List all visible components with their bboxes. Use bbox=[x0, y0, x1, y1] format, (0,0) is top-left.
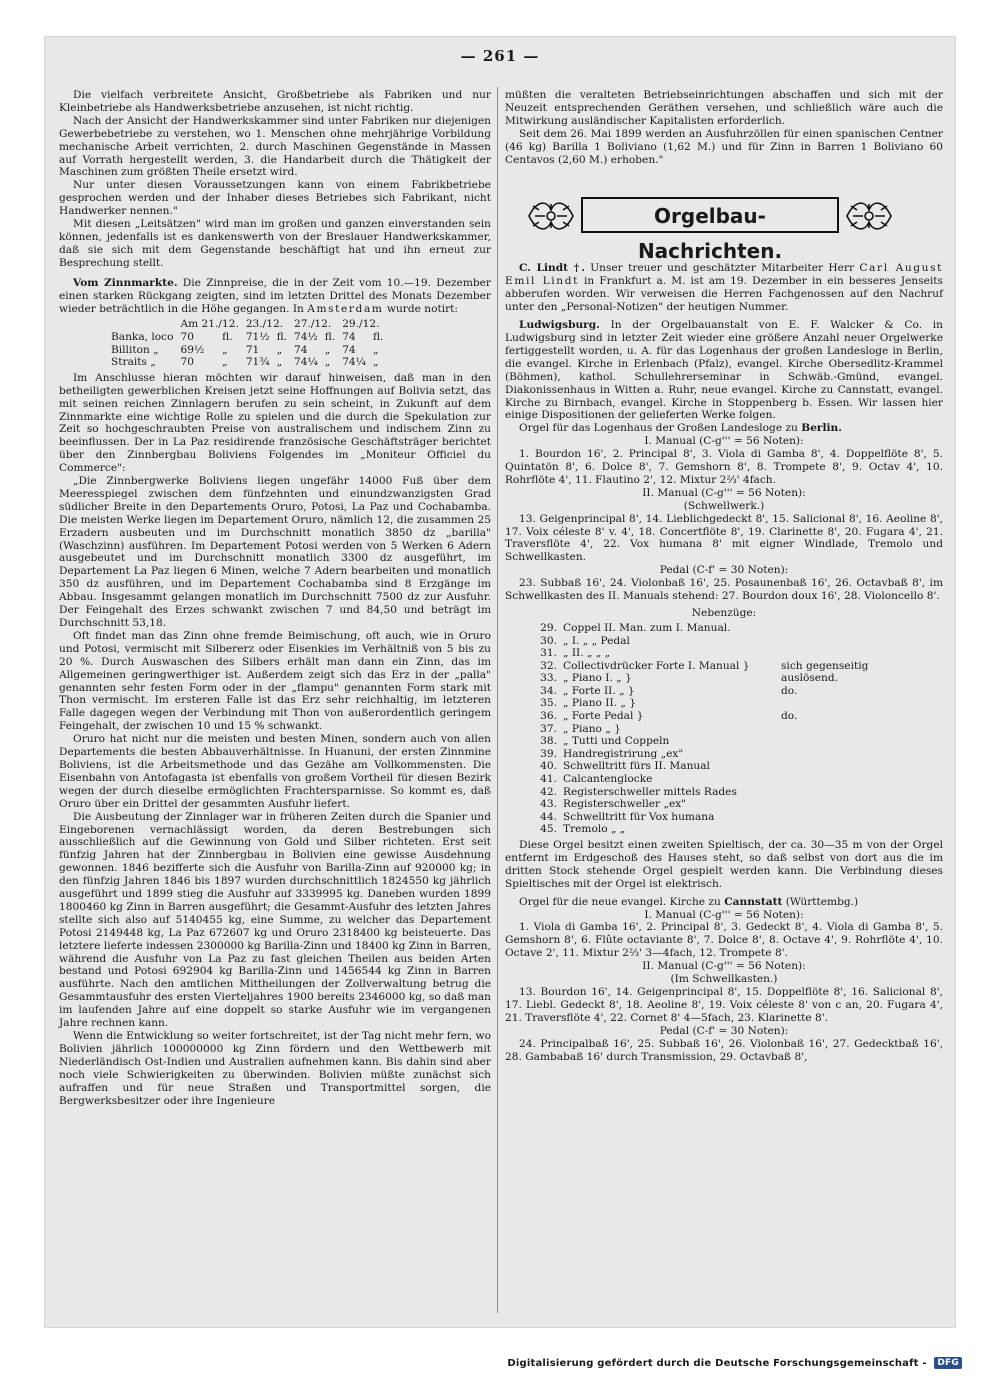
nebenzuege-list bbox=[535, 622, 943, 836]
paragraph: Im Anschlusse hieran möchten wir darauf hinweisen, daß man in den betheiligten gewerblichen Kreisen jetzt seine Hoffnungen auf Bolivia setzt, das mit seinen reichen Zinnlagern berufen zu sein scheint, in Zukunft auf dem Zinnmarkte eine wichtige Rolle zu spielen und die durch die Spekulation zur Zeit so hochgeschraubten Preise von australischem und indischem Zinn zu beeinflussen. Der in La Paz residirende französische Geschäftsträger berichtet über den Zinnbergbau Boliviens Folgendes im „Moniteur Officiel du Commerce": bbox=[59, 371, 491, 475]
scanned-page bbox=[44, 36, 956, 1328]
stop-list: 24. Principalbaß 16', 25. Subbaß 16', 26. Violonbaß 16', 27. Gedecktbaß 16', 28. Gambabaß 16' durch Transmission, 29. Octavbaß 8', bbox=[505, 1037, 943, 1063]
left-column bbox=[59, 89, 491, 1107]
item-number: 35. bbox=[540, 697, 557, 710]
item-number: 31. bbox=[540, 647, 557, 660]
manual-heading: I. Manual (C-g''' = 56 Noten): bbox=[644, 908, 804, 921]
item-number: 45. bbox=[540, 823, 557, 836]
column-divider bbox=[497, 87, 498, 1313]
zinn-section-intro bbox=[59, 277, 491, 316]
item-text: „ Tutti und Coppeln bbox=[563, 735, 670, 748]
cell: 74 bbox=[342, 331, 356, 343]
section-heading: Vom Zinnmarkte. bbox=[73, 276, 178, 289]
ornament-left-icon bbox=[525, 196, 577, 236]
item-number: 42. bbox=[540, 785, 557, 798]
item-number: 33. bbox=[540, 672, 557, 685]
unit: „ bbox=[324, 343, 331, 356]
paragraph: Seit dem 26. Mai 1899 werden an Ausfuhrzöllen für einen spanischen Centner (46 kg) Barilla 1 Boliviano (1,62 M.) und für Zinn in Barren 1 Boliviano 60 Centavos (2,60 M.) erhoben." bbox=[505, 127, 943, 166]
cell: 74¼ bbox=[294, 356, 318, 369]
list-item bbox=[535, 697, 943, 710]
paragraph: Die Ausbeutung der Zinnlager war in früheren Zeiten durch die Spanier und Eingeborenen vernachlässigt worden, da deren Bestrebungen sich ausschließlich auf die Gewinnung von Gold und Silber richteten. Erst seit fünfzig Jahren hat der Zinnbergbau in Bolivien eine gewisse Ausdehnung gewonnen. 1846 bezifferte sich die Ausfuhr von Barilla-Zinn auf 920000 kg; in den fünfzig Jahren 1846 bis 1897 wurden durchschnittlich 1824550 kg jährlich ausgeführt und 1899 stieg die Ausfuhr auf 3339995 kg. Daneben wurden 1899 1800460 kg Zinn in Barren ausgeführt; die Gesammt-Ausfuhr des letzten Jahres stellte sich also auf 5140455 kg, eine Summe, zu welcher das Departement Potosi 2149448 kg, La Paz 672607 kg und Oruro 2318400 kg beisteuerte. Das letztere lieferte indessen 2300000 kg Barilla-Zinn und 18400 kg Zinn in Barren, während die Ausfuhr von La Paz zu fast gleichen Theilen aus beiden Arten bestand und Potosi 692904 kg Barilla-Zinn und 1456544 kg Zinn in Barren ausführte. Nach den amtlichen Mittheilungen der Zollverwaltung betrug die Gesammtausfuhr des ersten Vierteljahres 1900 bereits 2346000 kg, so daß man im laufenden Jahre auf eine doppelt so starke Ausfuhr wie im vergangenen Jahre rechnen kann. bbox=[59, 810, 491, 1030]
organ-cannstatt-intro bbox=[505, 896, 943, 909]
stop-list: 23. Subbaß 16', 24. Violonbaß 16', 25. Posaunenbaß 16', 26. Octavbaß 8', im Schwellkasten des II. Manuals stehend: 27. Bourdon doux 16', 28. Violoncello 8'. bbox=[505, 577, 943, 603]
item-text: Registerschweller „ex" bbox=[563, 798, 687, 811]
nebenzuege-heading: Nebenzüge: bbox=[691, 607, 757, 619]
city: Berlin. bbox=[801, 422, 842, 435]
unit: „ bbox=[372, 343, 379, 356]
list-item bbox=[535, 773, 943, 786]
unit: „ bbox=[324, 356, 331, 369]
credit-text: Digitalisierung gefördert durch die Deutsche Forschungsgemeinschaft - bbox=[507, 1358, 927, 1369]
section-title: Orgelbau-Nachrichten. bbox=[581, 197, 839, 233]
text: (Württembg.) bbox=[785, 895, 859, 908]
organ-berlin-intro bbox=[505, 422, 943, 435]
item-number: 38. bbox=[540, 735, 557, 748]
list-item bbox=[535, 735, 943, 748]
paragraph: Die vielfach verbreitete Ansicht, Großbetriebe als Fabriken und nur Kleinbetriebe als Handwerksbetriebe anzusehen, ist nicht richtig. bbox=[59, 89, 491, 114]
item-number: 29. bbox=[540, 621, 557, 634]
news-heading: Ludwigsburg. bbox=[519, 319, 600, 332]
manual-heading: II. Manual (C-g''' = 56 Noten): bbox=[642, 960, 806, 973]
dfg-logo: DFG bbox=[934, 1357, 962, 1369]
item-text: Schwelltritt für Vox humana bbox=[563, 810, 715, 823]
text: in Frankfurt a. M. ist am 19. Dezember in ein besseres Jenseits abberufen worden. Wir verweisen die Herren Fachgenossen auf den Nachruf unter den „Personal-Notizen" der heutigen Nummer. bbox=[505, 275, 943, 314]
text: Orgel für die neue evangel. Kirche zu bbox=[519, 895, 721, 908]
unit: fl. bbox=[222, 331, 233, 343]
item-text: „ Piano „ } bbox=[563, 722, 621, 735]
cell: 70 bbox=[180, 331, 194, 343]
pedal-heading: Pedal (C-f' = 30 Noten): bbox=[659, 564, 789, 577]
item-number: 44. bbox=[540, 810, 557, 823]
paragraph: „Die Zinnbergwerke Boliviens liegen ungefähr 14000 Fuß über dem Meeresspiegel zwischen dem fünfzehnten und einundzwanzigsten Grad südlicher Breite in den Departements Oruro, Potosi, La Paz und Cochabamba. Die meisten Werke liegen im Departement Oruro, nämlich 12, die zusammen 25 Erzadern ausbeuten und im Durchschnitt monatlich 3850 dz „barilla" (Waschzinn) ausführen. Im Departement Potosi werden von 5 Werken 6 Adern ausgebeutet und im Durchschnitt monatlich 3300 dz ausgeführt, im Departement La Paz liegen 6 Minen, welche 7 Adern bearbeiten und monatlich 350 dz ausführen, und im Departement Cochabamba sind 8 Erzgänge im Abbau. Insgesammt gelangen monatlich im Durchschnitt 7500 dz zur Ausfuhr. Der Feingehalt des Erzes schwankt zwischen 7 und 84,50 und beträgt im Durchschnitt 53,18. bbox=[59, 475, 491, 629]
item-text: „ Forte II. „ } bbox=[563, 684, 635, 697]
item-number: 40. bbox=[540, 760, 557, 773]
tin-price-table bbox=[111, 318, 390, 368]
item-text: Registerschweller mittels Rades bbox=[563, 785, 737, 798]
item-text: „ Forte Pedal } bbox=[563, 710, 644, 723]
paragraph: Diese Orgel besitzt einen zweiten Spieltisch, der ca. 30—35 m von der Orgel entfernt im Erdgeschoß des Hauses steht, so daß selbst von dort aus die im dritten Stock stehende Orgel gespielt werden kann. Die Verbindung dieses Spieltisches mit der Orgel ist elektrisch. bbox=[505, 839, 943, 890]
table-row bbox=[111, 331, 390, 344]
row-label: Straits „ bbox=[111, 356, 156, 369]
row-label: Banka, loco bbox=[111, 331, 174, 343]
unit: fl. bbox=[276, 331, 287, 343]
item-number: 41. bbox=[540, 773, 557, 786]
news-ludwigsburg bbox=[505, 319, 943, 422]
cell: 71½ bbox=[245, 331, 270, 343]
text: In der Orgelbauanstalt von E. F. Walcker & Co. in Ludwigsburg sind in letzter Zeit wieder eine größere Anzahl neuer Orgelwerke fertiggestellt worden, u. A. für das Logenhaus der großen Landesloge in Berlin, die evangel. Kirche in Erlenbach (Pfalz), evangel. Kirche Obersedlitz-Krammel (Böhmen), kathol. Schullehrerseminar in Schwäb.-Gmünd, evangel. Diakonissenhaus in Witten a. Ruhr, neue evangel. Kirche zu Cannstatt, evangel. Kirche zu Birnbach, evangel. Kirche in Stoppenberg b. Essen. Wir lassen hier einige Dispositionen der gelieferten Werke folgen. bbox=[505, 319, 943, 422]
item-number: 37. bbox=[540, 722, 557, 735]
list-item bbox=[535, 685, 943, 698]
column-header: 27./12. bbox=[294, 318, 332, 331]
unit: „ bbox=[222, 356, 228, 369]
cell: 74¼ bbox=[342, 356, 366, 369]
item-number: 30. bbox=[540, 634, 557, 647]
column-header: Am 21./12. bbox=[180, 318, 239, 331]
item-text: Coppel II. Man. zum I. Manual. bbox=[563, 621, 731, 634]
page-number: — 261 — bbox=[460, 47, 540, 65]
item-text: Schwelltritt fürs II. Manual bbox=[563, 760, 710, 773]
item-text: „ Piano II. „ } bbox=[563, 697, 636, 710]
item-text: Collectivdrücker Forte I. Manual } bbox=[563, 659, 750, 672]
item-number: 36. bbox=[540, 710, 557, 723]
table-header-row bbox=[111, 318, 390, 331]
item-number: 34. bbox=[540, 684, 557, 697]
text: Unser treuer und geschätzter Mitarbeiter Herr bbox=[590, 262, 855, 275]
list-item bbox=[535, 710, 943, 723]
column-header: 29./12. bbox=[342, 318, 380, 331]
manual-subheading: (Im Schwellkasten.) bbox=[670, 973, 778, 986]
cell: 74½ bbox=[294, 331, 318, 343]
digitization-credit bbox=[0, 1357, 1000, 1369]
table-row bbox=[111, 344, 390, 357]
city-spaced: Amsterdam bbox=[307, 302, 384, 315]
cell: 70 bbox=[180, 356, 194, 369]
paragraph: Mit diesen „Leitsätzen" wird man im großen und ganzen einverstanden sein können, jedenfalls ist es dankenswerth von der Breslauer Handwerkskammer, daß sie sich mit dem Gegenstande beschäftigt hat und ihn erneut zur Besprechung stellt. bbox=[59, 218, 491, 269]
paragraph: Oft findet man das Zinn ohne fremde Beimischung, oft auch, wie in Oruro und Potosi, vermischt mit Silbererz oder Eisenkies im Verhältniß von 5 bis zu 20 %. Durch Auswaschen des Silbers erhält man dann ein Zinn, das im Allgemeinen geringwerthiger ist. Außerdem zeigt sich das Erz in der „palla" genannten sehr festen Form oder in der „flampu" genannten Form stark mit Thon vermischt. Im ersteren Falle ist das Erz sehr reichhaltig, im letzteren Falle dagegen wegen der Verbindung mit Thon von außerordentlich geringem Feingehalt, der zwischen 10 und 15 % schwankt. bbox=[59, 629, 491, 733]
item-text: Handregistrirung „ex" bbox=[563, 747, 684, 760]
unit: „ bbox=[276, 343, 283, 356]
list-item bbox=[535, 660, 943, 673]
right-column bbox=[505, 89, 943, 1063]
list-item bbox=[535, 798, 943, 811]
cell: 69½ bbox=[180, 343, 205, 356]
unit: „ bbox=[222, 343, 228, 356]
manual-subheading: (Schwellwerk.) bbox=[683, 499, 765, 512]
person-name: Carl August Emil Lindt bbox=[505, 262, 943, 288]
manual-heading: I. Manual (C-g''' = 56 Noten): bbox=[644, 435, 804, 448]
text: Die Zinnpreise, die in der Zeit vom 10.—19. Dezember einen starken Rückgang zeigten, sind im letzten Drittel des Monats Dezember wieder beträchtlich in die Höhe gegangen. In bbox=[59, 276, 491, 315]
paragraph: Nur unter diesen Voraussetzungen kann von einem Fabrikbetriebe gesprochen werden und der Inhaber dieses Betriebes sich Fabrikant, nicht Handwerker nennen." bbox=[59, 179, 491, 218]
ornament-right-icon bbox=[843, 196, 895, 236]
item-note: do. bbox=[781, 684, 798, 697]
item-text: „ Piano I. „ } bbox=[563, 672, 632, 685]
list-item bbox=[535, 723, 943, 736]
item-text: Tremolo „ „ bbox=[563, 823, 626, 836]
paragraph: Nach der Ansicht der Handwerkskammer sind unter Fabriken nur diejenigen Gewerbebetriebe zu verstehen, wo 1. Menschen ohne mehrjährige Vorbildung mechanische Arbeit verrichten, 2. durch Maschinen Gegenstände in Massen auf Vorrath hergestellt werden, 3. die Handarbeit durch die Thätigkeit der Maschinen zum größten Theile ersetzt wird. bbox=[59, 114, 491, 179]
list-item bbox=[535, 672, 943, 685]
stop-list: 13. Bourdon 16', 14. Geigenprincipal 8', 15. Doppelflöte 8', 16. Salicional 8', 17. Liebl. Gedeckt 8', 18. Aeoline 8', 19. Voix céleste 8' von c an, 20. Fugara 4', 21. Traversflöte 4', 22. Cornet 8' 4—5fach, 23. Klarinette 8'. bbox=[505, 985, 943, 1024]
paragraph: müßten die veralteten Betriebseinrichtungen abschaffen und sich mit der Neuzeit entsprechenden Geräthen versehen, und schließlich wäre auch die Mitwirkung ausländischer Kapitalisten erforderlich. bbox=[505, 89, 943, 127]
list-item bbox=[535, 647, 943, 660]
list-item bbox=[535, 823, 943, 836]
cell: 71 bbox=[245, 343, 260, 356]
unit: fl. bbox=[324, 331, 336, 343]
stop-list: 13. Geigenprincipal 8', 14. Lieblichgedeckt 8', 15. Salicional 8', 16. Aeoline 8', 17. Voix céleste 8' v. 4', 18. Concertflöte 8', 19. Clarinette 8', 20. Fugara 4', 21. Traversflöte 4', 22. Vox humana 8' mit eigner Windlade, Tremolo und Schwellkasten. bbox=[505, 512, 943, 564]
unit: „ bbox=[276, 356, 283, 369]
cell: 74 bbox=[342, 343, 356, 356]
unit: fl. bbox=[372, 331, 384, 343]
list-item bbox=[535, 811, 943, 824]
list-item bbox=[535, 622, 943, 635]
item-text: „ I. „ „ Pedal bbox=[563, 634, 630, 647]
news-heading: C. Lindt †. bbox=[519, 262, 585, 275]
list-item bbox=[535, 748, 943, 761]
item-number: 43. bbox=[540, 798, 557, 811]
row-label: Billiton „ bbox=[111, 343, 159, 356]
item-note: do. bbox=[781, 710, 798, 723]
item-note: sich gegenseitig bbox=[781, 659, 869, 672]
list-item bbox=[535, 635, 943, 648]
stop-list: 1. Bourdon 16', 2. Principal 8', 3. Viola di Gamba 8', 4. Doppelflöte 8', 5. Quintatön 8', 6. Dolce 8', 7. Gemshorn 8', 8. Trompete 8', 9. Octav 4', 10. Rohrflöte 4', 11. Flautino 2', 12. Mixtur 2⅔' 4fach. bbox=[505, 448, 943, 486]
pedal-heading: Pedal (C-f' = 30 Noten): bbox=[659, 1024, 789, 1037]
section-banner bbox=[525, 194, 895, 264]
stop-list: 1. Viola di Gamba 16', 2. Principal 8', 3. Gedeckt 8', 4. Viola di Gamba 8', 5. Gemshorn 8', 6. Flûte octaviante 8', 7. Dolce 8', 8. Octave 4', 9. Rohrflöte 4', 10. Octave 2', 11. Mixtur 2⅔' 3—4fach, 12. Trompete 8'. bbox=[505, 921, 943, 960]
column-header: 23./12. bbox=[245, 318, 284, 331]
item-text: „ II. „ „ „ bbox=[563, 647, 611, 660]
item-number: 32. bbox=[540, 659, 557, 672]
cell: 71¾ bbox=[245, 356, 270, 369]
item-note: auslösend. bbox=[781, 672, 839, 685]
manual-heading: II. Manual (C-g''' = 56 Noten): bbox=[642, 486, 806, 499]
table-row bbox=[111, 356, 390, 369]
paragraph: Oruro hat nicht nur die meisten und besten Minen, sondern auch von allen Departements die besten Abbauverhältnisse. In Huanuni, der ersten Zinnmine Boliviens, ist die Arbeitsmethode und das Gezähe am Vollkommensten. Die Eisenbahn von Antofagasta ist ebenfalls von großem Vortheil für diesen Bezirk wegen der durch dieselbe ermöglichten Frachtersparnisse. So kommt es, daß Oruro über ein Drittel der gesammten Ausfuhr liefert. bbox=[59, 733, 491, 810]
text: wurde notirt: bbox=[386, 302, 459, 315]
paragraph: Wenn die Entwicklung so weiter fortschreitet, ist der Tag nicht mehr fern, wo Bolivien jährlich 100000000 kg Zinn fördern und den Wettbewerb mit Niederländisch Ost-Indien und Australien aufnehmen kann. Bis dahin sind aber noch viele Schwierigkeiten zu überwinden. Bolivien müßte zunächst sich aufraffen und für neue Straßen und Transportmittel sorgen, die Bergwerksbesitzer oder ihre Ingenieure bbox=[59, 1030, 491, 1107]
city: Cannstatt bbox=[724, 895, 783, 908]
news-lindt bbox=[505, 262, 943, 314]
unit: „ bbox=[372, 356, 379, 369]
list-item bbox=[535, 786, 943, 799]
cell: 74 bbox=[294, 343, 308, 356]
item-text: Calcantenglocke bbox=[563, 773, 653, 786]
item-number: 39. bbox=[540, 747, 557, 760]
list-item bbox=[535, 760, 943, 773]
text: Orgel für das Logenhaus der Großen Landesloge zu bbox=[519, 422, 798, 435]
